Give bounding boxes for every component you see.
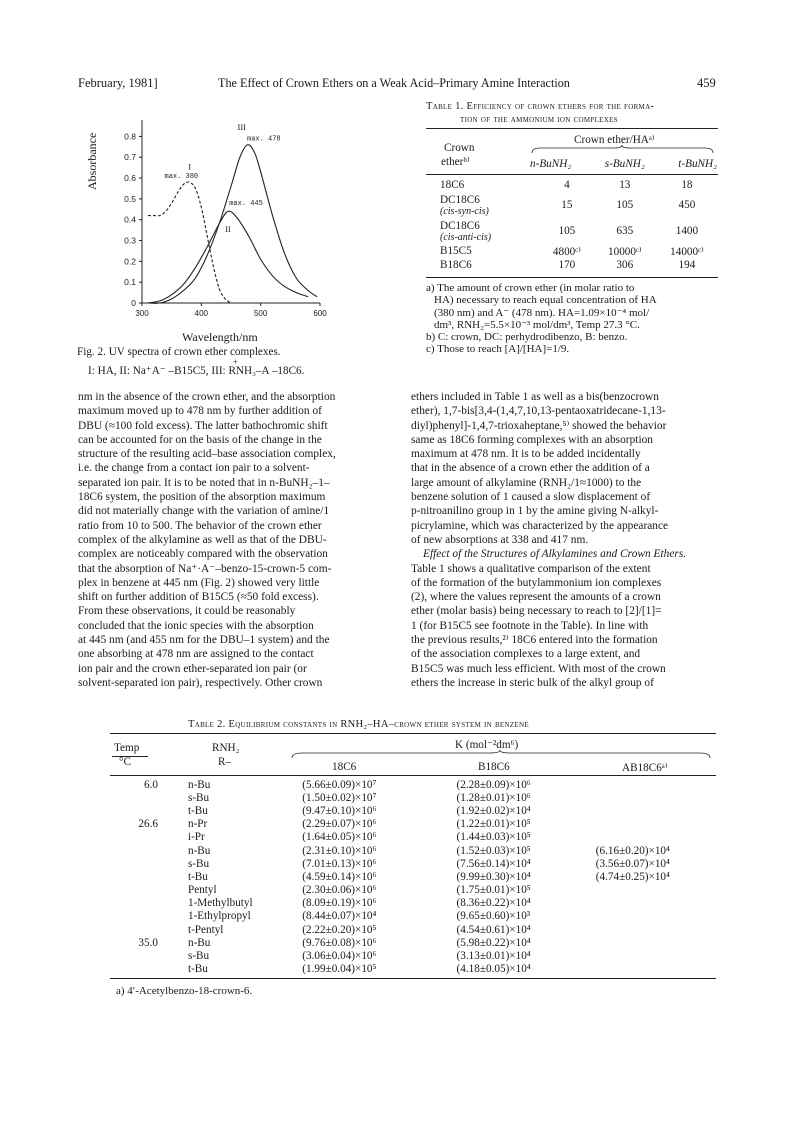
text-line: picrylamine, which was characterized by the appearance [411,519,669,532]
uv-spectra-chart [80,112,380,352]
table-cell: 14000ᶜ⁾ [670,245,704,258]
text-line: of the formation of the butylammonium ion complexes [411,576,662,589]
table-cell [592,804,716,817]
table-cell [592,791,716,804]
table2-brace [290,750,714,760]
table-cell [110,963,170,976]
table-cell: (8.36±0.22)×10⁴ [456,897,531,910]
table-cell [110,791,170,804]
table-cell [592,910,716,923]
table1-crown-name [426,258,540,272]
text-line: that in the absence of a crown ether the addition of a [411,462,650,475]
y-tick-label: 0.6 [124,173,136,184]
table1-title: Table 1. Efficiency of crown ethers for the forma- [426,101,655,112]
table1-note-line: c) Those to reach [A]/[HA]=1/9. [426,343,570,356]
table-cell: (1.75±0.01)×10⁵ [456,884,531,897]
table-cell: (1.64±0.05)×10⁶ [302,831,377,844]
page-number: 459 [697,76,716,90]
table-cell: 18C6 [440,179,465,191]
table-cell: (1.92±0.02)×10⁴ [456,804,531,817]
table-row [110,804,716,817]
table-cell [110,844,170,857]
table-row [110,870,716,883]
figure-caption-plus: + [233,357,239,367]
table-cell [592,884,716,897]
table2-col-b18c6: B18C6 [478,761,510,773]
table-row [110,910,716,923]
table-row [426,192,718,218]
table-cell: (4.18±0.05)×10⁴ [456,963,531,976]
table-cell: (3.56±0.07)×10⁴ [595,857,670,870]
table-cell: 1-Methylbutyl [187,897,253,910]
table2-head-rnh2: RNH₂ [212,742,240,754]
text-line: benzene solution of 1 caused a slow displacement of [411,491,651,504]
table-cell: (3.06±0.04)×10⁶ [302,950,377,963]
table-cell: (4.54±0.61)×10⁴ [456,923,531,936]
table-cell: (1.50±0.02)×10⁷ [302,791,377,804]
max-label-III: max. 478 [247,135,281,144]
y-tick-label: 0 [131,298,136,308]
table-cell [110,831,170,844]
table-cell: n-Bu [187,778,211,791]
table-cell: (4.74±0.25)×10⁴ [595,870,670,883]
text-line: ethers included in Table 1 as well as a bis(benzocrown [411,391,659,403]
table2-grid [110,778,716,976]
table-cell [592,936,716,949]
max-label-I: max. 380 [164,173,199,182]
table-row [110,778,716,791]
text-line: complex of the alkylamine as well as that of the DBU- [78,533,327,546]
table-cell: t-Bu [187,870,208,883]
table-row [110,857,716,870]
table1-col-n: n-BuNH₂ [530,158,572,170]
text-line: p-nitroanilino group in 1 by the amine giving N-alkyl- [411,505,659,518]
x-tick-label: 600 [313,309,327,318]
table-cell: (2.22±0.20)×10⁵ [302,923,377,936]
y-tick-label: 0.5 [124,193,136,204]
table-cell: (7.56±0.14)×10⁴ [456,857,531,870]
table-cell: 4 [564,179,570,191]
table-cell: i-Pr [187,831,205,844]
table1-title-2: tion of the ammonium ion complexes [460,114,618,125]
table-cell: (7.01±0.13)×10⁶ [302,857,377,870]
table-cell [592,818,716,831]
table-cell: n-Pr [187,818,208,831]
left-column-text [78,390,398,690]
text-line: solvent-separated ion pair), respectively. Other crown [78,676,323,689]
text-line: at 445 nm (and 455 nm for the DBU–1 system) and the [78,634,330,647]
text-line: of new absorptions at 338 and 417 nm. [411,533,589,546]
curve-label-II: II [225,224,231,235]
table-cell: (2.28±0.09)×10⁶ [456,778,531,791]
table-cell: 306 [616,259,634,271]
table-cell: (2.29±0.07)×10⁶ [302,818,377,831]
text-line: Table 1 shows a qualitative comparison of the extent [411,562,651,575]
table-cell: (9.65±0.60)×10³ [456,910,531,923]
table-cell: t-Pentyl [187,923,224,936]
x-tick-label: 300 [135,309,149,318]
table1-col-heads [530,158,717,170]
table-cell [110,857,170,870]
table-row [110,936,716,949]
table-cell: 13 [619,179,631,191]
table-cell [592,923,716,936]
y-tick-label: 0.7 [124,152,136,163]
text-line: B15C5 was much less efficient. With most of the crown [411,662,666,675]
table-cell [592,949,716,962]
table1-crown-name [426,244,540,258]
table-row [426,258,718,272]
table-cell: 450 [678,199,696,211]
table-cell [110,923,170,936]
text-line: one absorbing at 478 nm are assigned to the contact [78,648,314,661]
table-cell: (9.47±0.10)×10⁶ [302,804,377,817]
table-cell: 6.0 [143,778,158,791]
table1-crown-name [426,192,540,218]
text-line: the previous results,²⁾ 18C6 entered into the formation [411,634,658,647]
table-cell [110,949,170,962]
text-line: From these observations, it could be reasonably [78,605,296,618]
table1-notes [426,282,718,356]
text-line: ethers the increase in steric bulk of the alkyl group of [411,676,654,689]
table2-title: Table 2. Equilibrium constants in RNH₂–HA–crown ether system in benzene [188,719,529,730]
table-row [110,923,716,936]
text-line: structure of the resulting acid–base association complex, [78,448,336,461]
table-cell: (9.99±0.30)×10⁴ [456,870,531,883]
text-line: Effect of the Structures of Alkylamines and Crown Ethers. [423,548,687,561]
table-cell: (1.28±0.01)×10⁶ [456,791,531,804]
table-cell: (9.76±0.08)×10⁶ [302,936,377,949]
y-tick-label: 0.1 [124,277,136,288]
table-cell: 4800ᶜ⁾ [552,245,581,258]
table-cell: 105 [616,199,634,211]
y-tick-label: 0.3 [124,235,136,246]
max-label-II: max. 445 [229,200,263,209]
text-line: can be accounted for on the basis of the change in the [78,433,322,446]
table-cell: s-Bu [187,950,210,963]
table-cell: Pentyl [187,884,217,897]
table-cell [592,778,716,791]
table1-head-ether: etherᵇ⁾ [441,156,470,168]
table-row [426,244,718,258]
table-cell: (1.44±0.03)×10⁵ [456,831,531,844]
table-cell: (5.66±0.09)×10⁷ [302,778,377,791]
text-line: i.e. the change from a contact ion pair to a solvent- [78,462,310,475]
table1-group-head: Crown ether/HAᵃ⁾ [574,134,655,146]
table-cell: 635 [616,225,634,237]
table-cell: (1.52±0.03)×10⁵ [456,844,531,857]
table-row [426,218,718,244]
table-cell: (2.30±0.06)×10⁶ [302,884,377,897]
table-cell: 105 [558,225,576,237]
table-cell: (8.09±0.19)×10⁶ [302,897,377,910]
y-tick-label: 0.2 [124,256,136,267]
table-cell: B18C6 [440,259,472,271]
text-line: same as 18C6 forming complexes with an absorption [411,433,654,446]
text-line: nm in the absence of the crown ether, and the absorption [78,391,336,403]
text-line: DBU (≈100 fold excess). The latter bathochromic shift [78,419,328,432]
text-line: ion pair and the crown ether-separated ion pair (or [78,662,307,675]
text-line: 1 (for B15C5 see footnote in the Table). In line with [411,619,649,632]
table-cell: (cis-anti-cis) [440,231,492,243]
table-cell: (3.13±0.01)×10⁴ [456,950,531,963]
table-cell: (1.99±0.04)×10⁵ [302,963,377,976]
table-row [110,963,716,976]
table-cell: (4.59±0.14)×10⁶ [302,870,377,883]
table1-note-line: b) C: crown, DC: perhydrodibenzo, B: benzo. [426,331,628,344]
table-cell: (cis-syn-cis) [440,205,489,217]
text-line: shift on further addition of B15C5 (≈50 fold excess). [78,591,319,604]
table1-col-s: s-BuNH₂ [604,158,645,170]
table1-note-line: dm³, RNH₂=5.5×10⁻³ mol/dm³, Temp 27.3 °C. [434,318,640,331]
table-cell [110,884,170,897]
table-cell: t-Bu [187,963,208,976]
text-line: plex in benzene at 445 nm (Fig. 2) showed very little [78,576,320,589]
table-cell: 1400 [675,225,699,237]
text-line: concluded that the ionic species with the absorption [78,619,314,632]
table2-body [110,778,716,976]
y-tick-label: 0.4 [124,214,136,225]
table2-col-ab18c6: AB18C6ᵃ⁾ [622,762,668,774]
table1-note-line: (380 nm) and A⁻ (478 nm). HA=1.09×10⁻⁴ mol/ [434,306,650,319]
text-line: did not materially change with the variation of amine/1 [78,505,330,518]
table-cell [592,897,716,910]
right-column-text [411,390,718,690]
table-cell: 35.0 [138,936,158,949]
table1-col-t: t-BuNH₂ [678,158,717,170]
table1-note-line: a) The amount of crown ether (in molar ratio to [426,282,635,294]
table-row [110,949,716,962]
table-cell: (2.31±0.10)×10⁶ [302,844,377,857]
table-cell: s-Bu [187,791,210,804]
table-cell [592,831,716,844]
table-cell [110,804,170,817]
figure-caption-line1: Fig. 2. UV spectra of crown ether complexes. [77,346,281,358]
table-cell: DC18C6 [440,219,480,232]
table-cell [110,910,170,923]
running-header-title: The Effect of Crown Ethers on a Weak Acid–Primary Amine Interaction [218,76,570,90]
text-line: maximum moved up to 478 nm by further addition of [78,405,322,418]
table1-brace [530,145,715,155]
table2-col-18c6: 18C6 [332,761,357,773]
curve-label-I: I [188,161,192,172]
table-cell: s-Bu [187,857,210,870]
table2-head-r: R– [218,756,232,768]
text-line: maximum at 478 nm. It is to be added incidentally [411,448,641,461]
text-line: diyl)phenyl]-1,4,7-trioxaheptane,⁵⁾ showed the behavior [411,419,667,432]
text-line: that the absorption of Na⁺·A⁻–benzo-15-crown-5 com- [78,562,332,575]
table-cell: 15 [561,199,573,211]
y-tick-label: 0.8 [124,131,136,142]
table-cell: t-Bu [187,804,208,817]
table1-grid [426,178,718,272]
table-cell: (6.16±0.20)×10⁴ [595,844,670,857]
table2-head-temp: Temp [114,742,140,754]
table-cell [592,963,716,976]
figure-2 [80,112,380,352]
table-cell [110,897,170,910]
text-line: ether), 1,7-bis[3,4-(1,4,7,10,13-pentaoxatridecane-1,13- [411,405,666,418]
table2-head-k: K (mol⁻²dm⁶) [455,739,519,751]
x-tick-label: 500 [253,309,268,318]
text-line: of the association complexes to a large extent, and [411,648,641,661]
table-row [110,831,716,844]
table-cell [110,870,170,883]
table1-head-crown: Crown [444,142,475,154]
table2-footnote: a) 4′-Acetylbenzo-18-crown-6. [116,985,253,997]
table-cell: 170 [558,259,576,271]
table-cell: 18 [681,179,693,191]
table-row [110,844,716,857]
text-line: ether (molar basis) being necessary to reach to [2]/[1]= [411,605,662,618]
table-row [426,178,718,192]
table-cell: 26.6 [138,818,158,831]
y-axis-label: Absorbance [85,132,99,190]
table-cell: n-Bu [187,844,211,857]
table-cell: 10000ᶜ⁾ [608,245,642,258]
table-cell: (1.22±0.01)×10⁵ [456,818,531,831]
table1-crown-name [426,218,540,244]
text-line: separated ion pair. It is to be noted that in n-BuNH₂–1– [78,476,330,489]
x-tick-label: 400 [194,309,209,318]
table-cell: B15C5 [440,245,472,257]
text-line: large amount of alkylamine (RNH₂/1≈1000) to the [411,476,642,489]
table-row [110,884,716,897]
text-line: ratio from 10 to 500. The behavior of the crown ether [78,519,322,532]
table-cell: n-Bu [187,936,211,949]
table-cell: 1-Ethylpropyl [187,910,251,923]
text-line: 18C6 system, the position of the absorption maximum [78,491,326,504]
table1-crown-name [426,178,540,192]
table2-head-temp-unit: °C [119,756,131,768]
table-cell: (5.98±0.22)×10⁴ [456,936,531,949]
table-cell: (8.44±0.07)×10⁴ [302,910,377,923]
table1-note-line: HA) necessary to reach equal concentration of HA [434,294,657,307]
table1-body [426,178,718,272]
table-row [110,897,716,910]
table-cell: DC18C6 [440,193,480,206]
running-header-left: February, 1981] [78,76,158,90]
table-row [110,818,716,831]
figure-caption-line2: I: HA, II: Na⁺A⁻ –B15C5, III: RNH₃–A –18C6. [88,365,305,377]
text-line: (2), where the values represent the amounts of a crown [411,591,661,604]
table-cell: 194 [678,259,696,271]
series-III-line [148,145,317,304]
text-line: complex are noticeably compared with the observation [78,548,328,561]
curve-label-III: III [237,122,247,133]
table-row [110,791,716,804]
x-axis-label: Wavelength/nm [182,330,258,344]
